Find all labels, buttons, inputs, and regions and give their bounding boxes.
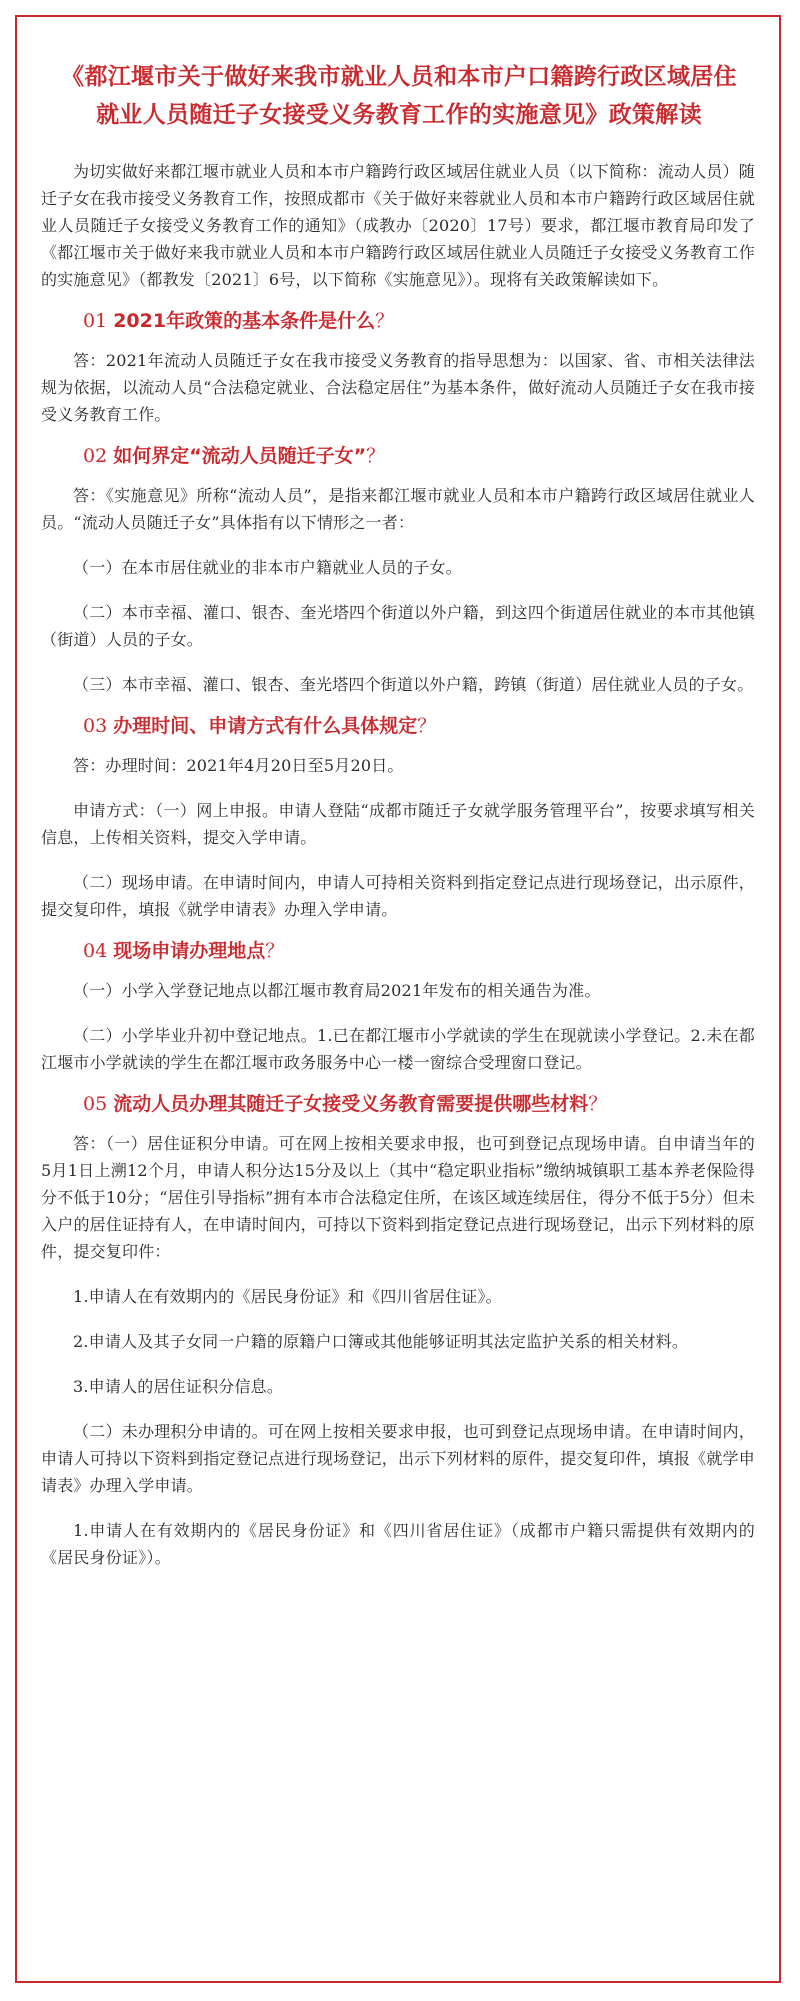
section-05-paragraph-2: 1.申请人在有效期内的《居民身份证》和《四川省居住证》。 bbox=[73, 1287, 502, 1306]
section-title: 办理时间、申请方式有什么具体规定 bbox=[113, 715, 418, 737]
section-title: 现场申请办理地点 bbox=[113, 940, 266, 962]
page-title bbox=[23, 58, 775, 134]
question-mark: ？ bbox=[417, 715, 437, 737]
intro-paragraph: 为切实做好来都江堰市就业人员和本市户籍跨行政区域居住就业人员（以下简称：流动人员）随迁子女在我市接受义务教育工作，按照成都市《关于做好来蓉就业人员和本市户籍跨行政区域居住就业人员随迁子女接受义务教育工作的通知》（成教办〔2020〕17号）要求，都江堰市教育局印发了《都江堰市关于做好来我市就业人员和本市户籍跨行政区域居住就业人员随迁子女接受义务教育工作的实施意见》（都教发〔2021〕6号，以下简称《实施意见》）。现将有关政策解读如下。 bbox=[41, 162, 755, 289]
document-frame bbox=[15, 15, 781, 1983]
section-04-paragraph-1: （一）小学入学登记地点以都江堰市教育局2021年发布的相关通告为准。 bbox=[73, 981, 601, 1000]
section-02-paragraph-1: 答：《实施意见》所称“流动人员”，是指来都江堰市就业人员和本市户籍跨行政区域居住就业人员。“流动人员随迁子女”具体指有以下情形之一者： bbox=[41, 486, 755, 532]
question-mark: ？ bbox=[375, 310, 395, 332]
section-heading-04 bbox=[41, 937, 755, 965]
section-heading-05 bbox=[41, 1090, 755, 1118]
section-02-paragraph-3: （二）本市幸福、灌口、银杏、奎光塔四个街道以外户籍，到这四个街道居住就业的本市其他镇（街道）人员的子女。 bbox=[41, 603, 755, 649]
section-05-paragraph-6: 1.申请人在有效期内的《居民身份证》和《四川省居住证》（成都市户籍只需提供有效期内的《居民身份证》）。 bbox=[41, 1521, 755, 1567]
question-mark: ？ bbox=[588, 1093, 608, 1115]
section-title: 2021年政策的基本条件是什么 bbox=[113, 310, 376, 332]
title-line-1: 《都江堰市关于做好来我市就业人员和本市户口籍跨行政区域居住 bbox=[61, 64, 737, 90]
section-05-paragraph-1: 答：（一）居住证积分申请。可在网上按相关要求申报，也可到登记点现场申请。自申请当年的5月1日上溯12个月，申请人积分达15分及以上（其中“稳定职业指标”缴纳城镇职工基本养老保险得分不低于10分；“居住引导指标”拥有本市合法稳定住所，在该区域连续居住，得分不低于5分）但未入户的居住证持有人，在申请时间内，可持以下资料到指定登记点进行现场登记，出示下列材料的原件，提交复印件： bbox=[41, 1134, 755, 1261]
section-title: 如何界定“流动人员随迁子女” bbox=[113, 445, 367, 467]
section-heading-02 bbox=[41, 442, 755, 470]
document-body bbox=[41, 158, 755, 1571]
title-line-2: 就业人员随迁子女接受义务教育工作的实施意见》政策解读 bbox=[96, 102, 702, 128]
section-02-paragraph-2: （一）在本市居住就业的非本市户籍就业人员的子女。 bbox=[73, 558, 462, 577]
question-mark: ？ bbox=[366, 445, 386, 467]
section-number: 04 bbox=[83, 940, 108, 962]
section-03-paragraph-2: 申请方式：（一）网上申报。申请人登陆“成都市随迁子女就学服务管理平台”，按要求填写相关信息，上传相关资料，提交入学申请。 bbox=[41, 801, 755, 847]
section-05-paragraph-3: 2.申请人及其子女同一户籍的原籍户口簿或其他能够证明其法定监护关系的相关材料。 bbox=[73, 1332, 689, 1351]
section-heading-01 bbox=[41, 307, 755, 335]
section-05-paragraph-5: （二）未办理积分申请的。可在网上按相关要求申报，也可到登记点现场申请。在申请时间内，申请人可持以下资料到指定登记点进行现场登记，出示下列材料的原件，提交复印件，填报《就学申请表》办理入学申请。 bbox=[41, 1422, 755, 1495]
section-heading-03 bbox=[41, 712, 755, 740]
section-number: 01 bbox=[83, 310, 108, 332]
section-05-paragraph-4: 3.申请人的居住证积分信息。 bbox=[73, 1377, 284, 1396]
section-title: 流动人员办理其随迁子女接受义务教育需要提供哪些材料 bbox=[113, 1093, 589, 1115]
section-01-paragraph-1: 答：2021年流动人员随迁子女在我市接受义务教育的指导思想为：以国家、省、市相关法律法规为依据，以流动人员“合法稳定就业、合法稳定居住”为基本条件，做好流动人员随迁子女在我市接受义务教育工作。 bbox=[41, 351, 755, 424]
section-number: 03 bbox=[83, 715, 108, 737]
section-03-paragraph-1: 答：办理时间：2021年4月20日至5月20日。 bbox=[73, 756, 404, 775]
section-04-paragraph-2: （二）小学毕业升初中登记地点。1.已在都江堰市小学就读的学生在现就读小学登记。2.未在都江堰市小学就读的学生在都江堰市政务服务中心一楼一窗综合受理窗口登记。 bbox=[41, 1026, 755, 1072]
section-number: 05 bbox=[83, 1093, 108, 1115]
section-02-paragraph-4: （三）本市幸福、灌口、银杏、奎光塔四个街道以外户籍，跨镇（街道）居住就业人员的子女。 bbox=[73, 675, 754, 694]
question-mark: ？ bbox=[265, 940, 285, 962]
section-03-paragraph-3: （二）现场申请。在申请时间内，申请人可持相关资料到指定登记点进行现场登记，出示原件，提交复印件，填报《就学申请表》办理入学申请。 bbox=[41, 873, 755, 919]
section-number: 02 bbox=[83, 445, 108, 467]
